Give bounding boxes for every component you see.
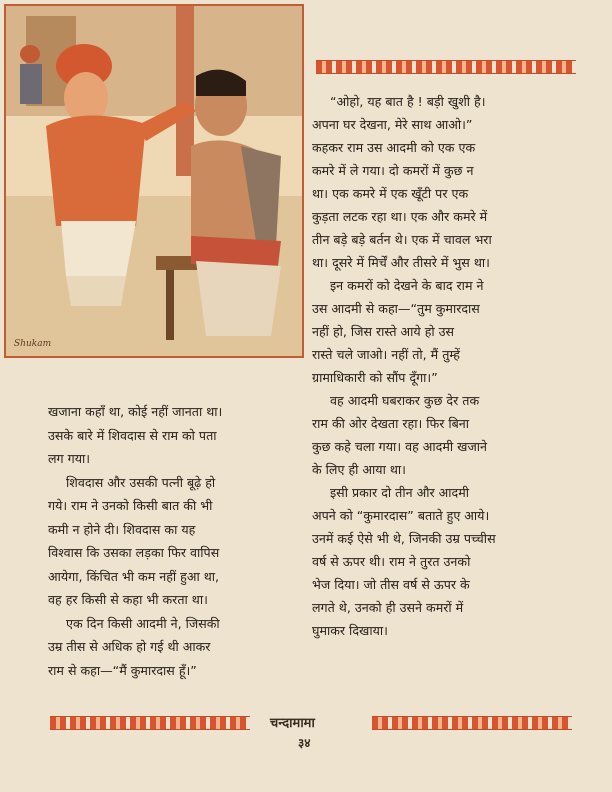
text-line: तीन बड़े बड़े बर्तन थे। एक में चावल भरा — [312, 232, 492, 247]
text-line: अपना घर देखना, मेरे साथ आओ।” — [312, 117, 473, 132]
text-line: आयेगा, किंचित भी कम नहीं हुआ था, — [48, 568, 220, 584]
illustration-drawing — [6, 6, 302, 356]
right-column-text — [312, 90, 580, 642]
text-line: अपने को “कुमारदास” बताते हुए आये। — [312, 508, 490, 523]
text-line: राम से कहा—“मैं कुमारदास हूँ।” — [48, 662, 197, 678]
text-line: कमरे में ले गया। दो कमरों में कुछ न — [312, 163, 474, 178]
text-line: था। दूसरे में मिर्चें और तीसरे में भुस था। — [312, 255, 490, 270]
text-line: एक दिन किसी आदमी ने, जिसकी — [66, 615, 220, 631]
text-line: गये। राम ने उनको किसी बात की भी — [48, 498, 213, 513]
text-line: इन कमरों को देखने के बाद राम ने — [330, 278, 484, 293]
text-line: कुछ कहे चला गया। वह आदमी खजाने — [312, 439, 488, 454]
footer-left-border — [50, 716, 250, 730]
text-line: वह हर किसी से कहा भी करता था। — [48, 592, 208, 607]
text-line: कमी न होने दी। शिवदास का यह — [48, 521, 196, 537]
text-line: खजाना कहाँ था, कोई नहीं जानता था। — [48, 404, 223, 419]
artist-signature: Shukam — [14, 339, 52, 349]
page-number: ३४ — [298, 736, 311, 750]
text-line: था। एक कमरे में एक खूँटी पर एक — [312, 186, 469, 201]
text-line: “ओहो, यह बात है ! बड़ी खुशी है। — [330, 94, 486, 109]
text-line: राम की ओर देखता रहा। फिर बिना — [312, 416, 470, 431]
text-line: शिवदास और उसकी पत्नी बूढ़े हो — [66, 474, 216, 490]
text-line: वर्ष से ऊपर थी। राम ने तुरत उनको — [312, 554, 471, 569]
story-illustration — [4, 4, 304, 358]
text-line: ग्रामाधिकारी को सौंप दूँगा।” — [312, 370, 438, 385]
text-line: वह आदमी घबराकर कुछ देर तक — [330, 393, 480, 408]
footer-right-border — [372, 716, 572, 730]
text-line: कुड़ता लटक रहा था। एक और कमरे में — [312, 209, 488, 224]
text-line: उनमें कई ऐसे भी थे, जिनकी उम्र पच्चीस — [312, 531, 496, 546]
text-line: नहीं हो, जिस रास्ते आये हो उस — [312, 324, 455, 339]
top-decorative-border — [316, 60, 576, 74]
text-line: उसके बारे में शिवदास से राम को पता — [48, 427, 217, 443]
text-line: इसी प्रकार दो तीन और आदमी — [330, 485, 469, 500]
text-line: उम्र तीस से अधिक हो गई थी आकर — [48, 639, 211, 654]
text-line: घुमाकर दिखाया। — [312, 623, 388, 638]
text-line: विश्वास कि उसका लड़का फिर वापिस — [48, 545, 220, 560]
text-line: कहकर राम उस आदमी को एक एक — [312, 140, 476, 155]
text-line: भेज दिया। जो तीस वर्ष से ऊपर के — [312, 577, 470, 592]
text-line: लगते थे, उनको ही उसने कमरों में — [312, 600, 464, 615]
text-line: रास्ते चले जाओ। नहीं तो, मैं तुम्हें — [312, 347, 460, 362]
text-line: उस आदमी से कहा—“तुम कुमारदास — [312, 301, 480, 316]
left-column-text — [48, 400, 300, 682]
text-line: के लिए ही आया था। — [312, 462, 406, 477]
magazine-title: चन्दामामा — [270, 716, 315, 731]
text-line: लग गया। — [48, 451, 91, 466]
